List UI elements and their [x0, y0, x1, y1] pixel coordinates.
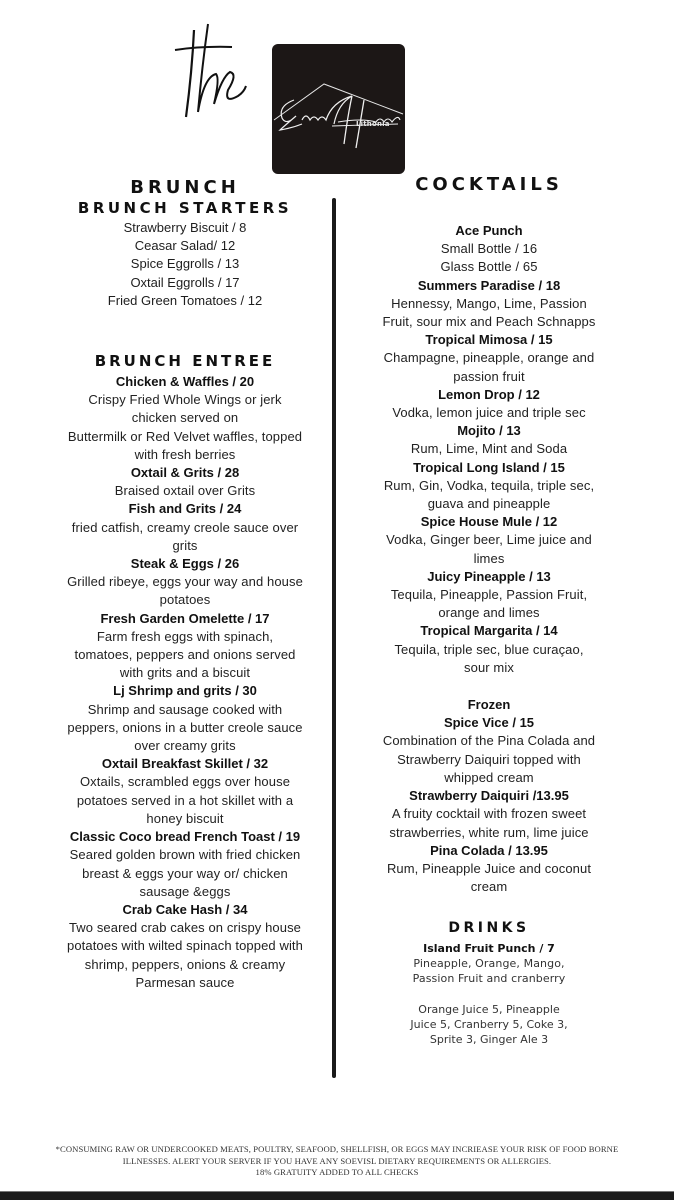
- item-name: Fish and Grits / 24: [128, 501, 242, 517]
- item-desc: passion fruit: [453, 368, 525, 384]
- item-desc: with grits and a biscuit: [119, 665, 251, 681]
- frozen-heading: Frozen: [467, 697, 511, 713]
- item-desc: Shrimp and sausage cooked with: [87, 701, 283, 717]
- item-desc: Hennessy, Mango, Lime, Passion: [391, 295, 587, 311]
- starter-item: Ceasar Salad/ 12: [134, 238, 236, 254]
- starters-list: [44, 219, 326, 310]
- item-desc: Braised oxtail over Grits: [114, 483, 256, 499]
- item-desc: Vodka, Ginger beer, Lime juice and: [386, 532, 592, 548]
- entree-list: [44, 373, 326, 992]
- item-desc: Tequila, Pineapple, Passion Fruit,: [390, 587, 588, 603]
- starter-item: Oxtail Eggrolls / 17: [130, 274, 240, 290]
- menu-item: [44, 500, 326, 555]
- item-desc: Glass Bottle / 65: [440, 259, 538, 275]
- item-desc: Pineapple, Orange, Mango,: [413, 957, 565, 971]
- item-name: Lemon Drop / 12: [438, 386, 540, 402]
- item-desc: Oxtails, scrambled eggs over house: [79, 774, 291, 790]
- item-desc: strawberries, white rum, lime juice: [389, 824, 589, 840]
- item-name: Pina Colada / 13.95: [430, 842, 548, 858]
- logo-location: Lithonia: [356, 120, 390, 128]
- item-name: Spice House Mule / 12: [420, 514, 558, 530]
- item-desc: Combination of the Pina Colada and: [382, 733, 596, 749]
- script-the-wordmark: [172, 22, 252, 122]
- menu-item: [44, 682, 326, 755]
- item-desc: Small Bottle / 16: [440, 241, 538, 257]
- house-roof-logo-icon: [272, 44, 405, 174]
- item-desc: Parmesan sauce: [135, 974, 235, 990]
- item-name: Lj Shrimp and grits / 30: [113, 683, 257, 699]
- item-desc: whipped cream: [444, 769, 534, 785]
- item-name: Island Fruit Punch / 7: [423, 942, 555, 956]
- item-name: Fresh Garden Omelette / 17: [100, 610, 270, 626]
- item-desc: Rum, Pineapple Juice and coconut: [386, 860, 592, 876]
- item-name: Oxtail Breakfast Skillet / 32: [101, 756, 269, 772]
- item-desc: chicken served on: [131, 410, 239, 426]
- brunch-starters-heading: BRUNCH STARTERS: [77, 199, 293, 217]
- menu-item: [44, 610, 326, 683]
- menu-item: [362, 714, 616, 787]
- menu-item: [362, 842, 616, 897]
- item-desc: with fresh berries: [134, 446, 236, 462]
- item-desc: Fruit, sour mix and Peach Schnapps: [382, 314, 596, 330]
- item-desc: breast & eggs your way or/ chicken: [82, 865, 288, 881]
- item-desc: sour mix: [464, 659, 514, 675]
- disclaimer-line: ILLNESSES. ALERT YOUR SERVER IF YOU HAVE ANY SOEVISL DIETARY REQUIREMENTS OR ALLERGIES.: [122, 1155, 552, 1166]
- menu-item: [362, 568, 616, 623]
- item-name: Chicken & Waffles / 20: [115, 374, 255, 390]
- item-desc: Champagne, pineapple, orange and: [383, 350, 595, 366]
- the-script-icon: [172, 22, 252, 122]
- item-desc: cream: [470, 879, 508, 895]
- drinks-section: [362, 921, 616, 1047]
- cocktail-list: [362, 222, 616, 677]
- other-drinks-line: Orange Juice 5, Pineapple: [418, 1003, 560, 1017]
- item-desc: potatoes: [159, 592, 211, 608]
- spice-house-logo: [272, 44, 405, 174]
- item-desc: orange and limes: [438, 605, 540, 621]
- item-name: Crab Cake Hash / 34: [122, 901, 248, 917]
- starter-item: Spice Eggrolls / 13: [130, 256, 240, 272]
- item-desc: guava and pineapple: [427, 496, 551, 512]
- item-desc: Grilled ribeye, eggs your way and house: [67, 574, 303, 590]
- item-desc: fried catfish, creamy creole sauce over: [71, 519, 299, 535]
- item-desc: Strawberry Daiquiri topped with: [397, 751, 581, 767]
- item-desc: sausage &eggs: [139, 883, 231, 899]
- item-desc: peppers, onions in a butter creole sauce: [67, 719, 303, 735]
- item-name: Juicy Pineapple / 13: [427, 568, 551, 584]
- item-desc: Rum, Lime, Mint and Soda: [410, 441, 568, 457]
- disclaimer-line: *CONSUMING RAW OR UNDERCOOKED MEATS, POULTRY, SEAFOOD, SHELLFISH, OR EGGS MAY INCRIEASE YOUR RISK OF FOOD BORNE: [55, 1144, 619, 1154]
- item-name: Classic Coco bread French Toast / 19: [69, 829, 301, 845]
- starter-item: Fried Green Tomatoes / 12: [107, 292, 263, 308]
- other-drinks: [362, 1002, 616, 1047]
- item-desc: Farm fresh eggs with spinach,: [96, 628, 274, 644]
- menu-item: [362, 386, 616, 422]
- drinks-heading: DRINKS: [448, 920, 530, 937]
- item-desc: A fruity cocktail with frozen sweet: [391, 806, 587, 822]
- item-name: Summers Paradise / 18: [417, 277, 561, 293]
- item-desc: shrimp, peppers, onions & creamy: [84, 956, 286, 972]
- menu-item: [44, 828, 326, 901]
- menu-item: [362, 331, 616, 386]
- brunch-column: [44, 176, 326, 992]
- item-name: Spice Vice / 15: [443, 715, 535, 731]
- item-desc: Tequila, triple sec, blue curaçao,: [394, 641, 584, 657]
- item-name: Tropical Long Island / 15: [413, 459, 565, 475]
- item-desc: honey biscuit: [146, 810, 224, 826]
- item-name: Oxtail & Grits / 28: [130, 465, 240, 481]
- item-name: Ace Punch: [455, 223, 523, 238]
- menu-item: [44, 755, 326, 828]
- item-desc: Vodka, lemon juice and triple sec: [392, 405, 586, 421]
- menu-item: [362, 422, 616, 458]
- item-name: Strawberry Daiquiri /13.95: [409, 788, 569, 804]
- menu-item: [44, 464, 326, 500]
- menu-item: [362, 787, 616, 842]
- item-desc: tomatoes, peppers and onions served: [74, 647, 296, 663]
- cocktails-column: [362, 174, 616, 1047]
- item-desc: Passion Fruit and cranberry: [412, 972, 566, 986]
- menu-item: [44, 901, 326, 992]
- bottom-bar: [0, 1191, 674, 1200]
- item-name: Tropical Mimosa / 15: [425, 332, 553, 348]
- item-desc: potatoes served in a hot skillet with a: [76, 792, 294, 808]
- item-desc: grits: [172, 537, 198, 553]
- menu-item: [44, 555, 326, 610]
- item-desc: limes: [473, 550, 505, 566]
- item-desc: Crispy Fried Whole Wings or jerk: [88, 392, 282, 408]
- footer-disclaimer: [0, 1144, 674, 1179]
- column-divider: [332, 198, 336, 1078]
- menu-item: [362, 277, 616, 332]
- item-desc: over creamy grits: [134, 738, 236, 754]
- item-name: Mojito / 13: [457, 423, 521, 439]
- item-desc: Seared golden brown with fried chicken: [69, 847, 301, 863]
- item-name: Tropical Margarita / 14: [420, 623, 558, 639]
- brunch-entree-heading: BRUNCH ENTREE: [94, 352, 276, 371]
- other-drinks-line: Juice 5, Cranberry 5, Coke 3,: [410, 1018, 568, 1032]
- menu-item: [362, 222, 616, 277]
- item-desc: Buttermilk or Red Velvet waffles, topped: [67, 428, 303, 444]
- item-name: Steak & Eggs / 26: [130, 556, 240, 572]
- starter-item: Strawberry Biscuit / 8: [123, 220, 247, 235]
- cocktails-heading: COCKTAILS: [415, 174, 563, 195]
- menu-item: [362, 459, 616, 514]
- menu-item: [44, 373, 326, 464]
- brunch-heading: BRUNCH: [130, 177, 240, 198]
- item-desc: Two seared crab cakes on crispy house: [68, 920, 302, 936]
- gratuity-note: 18% GRATUITY ADDED TO ALL CHECKS: [255, 1167, 419, 1177]
- other-drinks-line: Sprite 3, Ginger Ale 3: [429, 1033, 549, 1047]
- frozen-section: [362, 696, 616, 896]
- menu-item: [362, 622, 616, 677]
- item-desc: Rum, Gin, Vodka, tequila, triple sec,: [383, 477, 595, 493]
- item-desc: potatoes with wilted spinach topped with: [67, 938, 303, 954]
- menu-item: [362, 513, 616, 568]
